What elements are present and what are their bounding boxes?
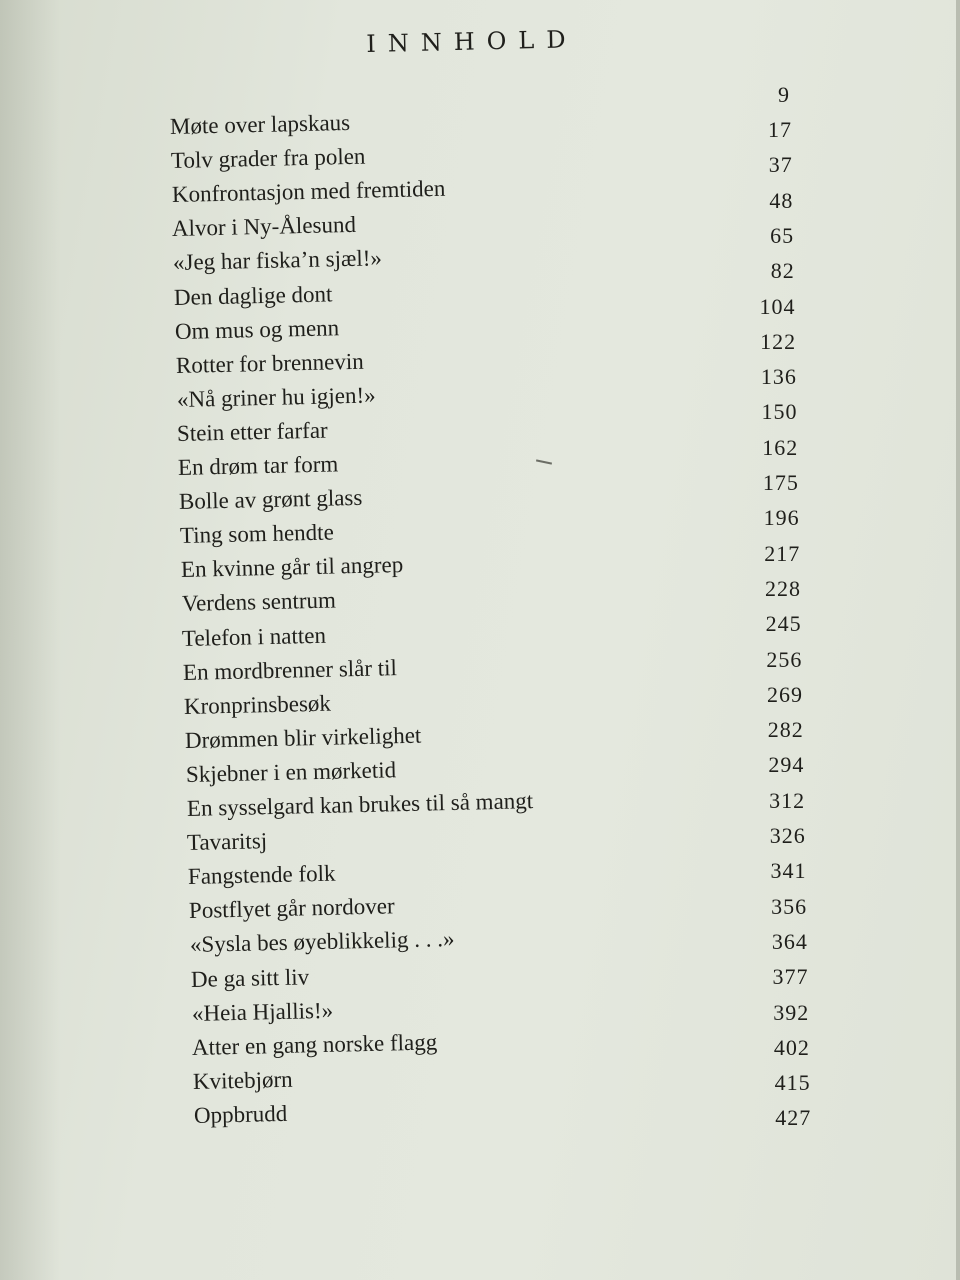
toc-entry-title: Møte over lapskaus	[169, 109, 351, 139]
toc-entry-page-number: 269	[767, 681, 804, 707]
toc-entry-title: Skjebner i en mørketid	[185, 757, 397, 787]
toc-entry-page-number: 364	[771, 928, 808, 954]
toc-entry-title: De ga sitt liv	[190, 963, 310, 992]
toc-entry-title: Bolle av grønt glass	[178, 484, 363, 515]
toc-entry-title: Kvitebjørn	[192, 1066, 294, 1094]
toc-entry-title: Atter en gang norske flagg	[192, 1029, 438, 1060]
toc-entry-page-number: 37	[768, 152, 793, 178]
toc-entry-title: En mordbrenner slår til	[182, 654, 398, 685]
toc-entry-page-number: 282	[767, 717, 804, 743]
toc-entry-page-number: 82	[770, 258, 795, 284]
toc-entry-page-number: 402	[773, 1034, 810, 1060]
toc-entry-title: Kronprinsbesøk	[183, 690, 332, 719]
toc-entry-page-number: 256	[766, 646, 803, 672]
toc-entry-title: Fangstende folk	[187, 860, 336, 890]
toc-entry-page-number: 104	[759, 293, 796, 319]
toc-entry-title: Verdens sentrum	[181, 587, 336, 617]
toc-entry-page-number: 294	[768, 752, 805, 778]
toc-entry-title: «Jeg har fiska’n sjæl!»	[173, 245, 383, 276]
toc-entry-title: Stein etter farfar	[177, 417, 329, 446]
toc-entry-page-number: 377	[772, 964, 809, 990]
toc-entry-title: En drøm tar form	[177, 451, 339, 480]
toc-entry-page-number: 356	[771, 893, 808, 919]
toc-entry-page-number: 48	[769, 187, 794, 213]
toc-entry-title: Rotter for brennevin	[175, 348, 364, 378]
toc-entry-title: «Nå griner hu igjen!»	[176, 382, 376, 412]
toc-entry-title: Konfrontasjon med fremtiden	[171, 175, 446, 208]
toc-entry-page-number: 136	[760, 364, 797, 390]
preface-page-number: 9	[778, 82, 790, 107]
toc-entry-page-number: 65	[770, 222, 795, 248]
toc-entry-page-number: 162	[762, 434, 799, 460]
toc-entry-page-number: 312	[769, 787, 806, 813]
toc-entry-page-number: 196	[763, 505, 800, 531]
toc-entry-title: Drømmen blir virkelighet	[184, 722, 422, 753]
toc-entry-page-number: 427	[775, 1105, 812, 1131]
toc-entry-title: Om mus og menn	[174, 314, 340, 344]
toc-entry-page-number: 245	[765, 611, 802, 637]
toc-entry-title: Telefon i natten	[182, 622, 327, 651]
toc-entry-title: Den daglige dont	[173, 280, 333, 310]
toc-entry-page-number: 17	[768, 117, 792, 142]
toc-entry-page-number: 122	[760, 328, 797, 354]
toc-entry-title: Tolv grader fra polen	[170, 143, 366, 174]
toc-entry-title: Oppbrudd	[193, 1100, 288, 1128]
toc-entry-title: Tavaritsj	[187, 828, 268, 856]
toc-entry-title: En sysselgard kan brukes til så mangt	[186, 788, 533, 821]
toc-entry-page-number: 228	[764, 575, 801, 601]
toc-entry-page-number: 415	[774, 1070, 811, 1096]
toc-entry-page-number: 217	[764, 540, 801, 566]
page-title: INNHOLD	[366, 25, 578, 58]
toc-entry-page-number: 175	[762, 470, 799, 495]
toc-entry-title: Postflyet går nordover	[188, 893, 395, 924]
toc-entry-title: Alvor i Ny-Ålesund	[172, 212, 357, 242]
toc-entry-page-number: 150	[761, 399, 798, 425]
toc-entry-title: En kvinne går til angrep	[180, 552, 404, 583]
toc-entry-title: Ting som hendte	[179, 519, 334, 549]
toc-entry-title: «Heia Hjallis!»	[191, 997, 333, 1026]
toc-entry-page-number: 392	[773, 999, 810, 1025]
toc-entry-page-number: 326	[769, 823, 806, 848]
toc-entry-page-number: 341	[770, 858, 807, 884]
toc-entry-title: «Sysla bes øyeblikkelig . . .»	[189, 926, 455, 958]
